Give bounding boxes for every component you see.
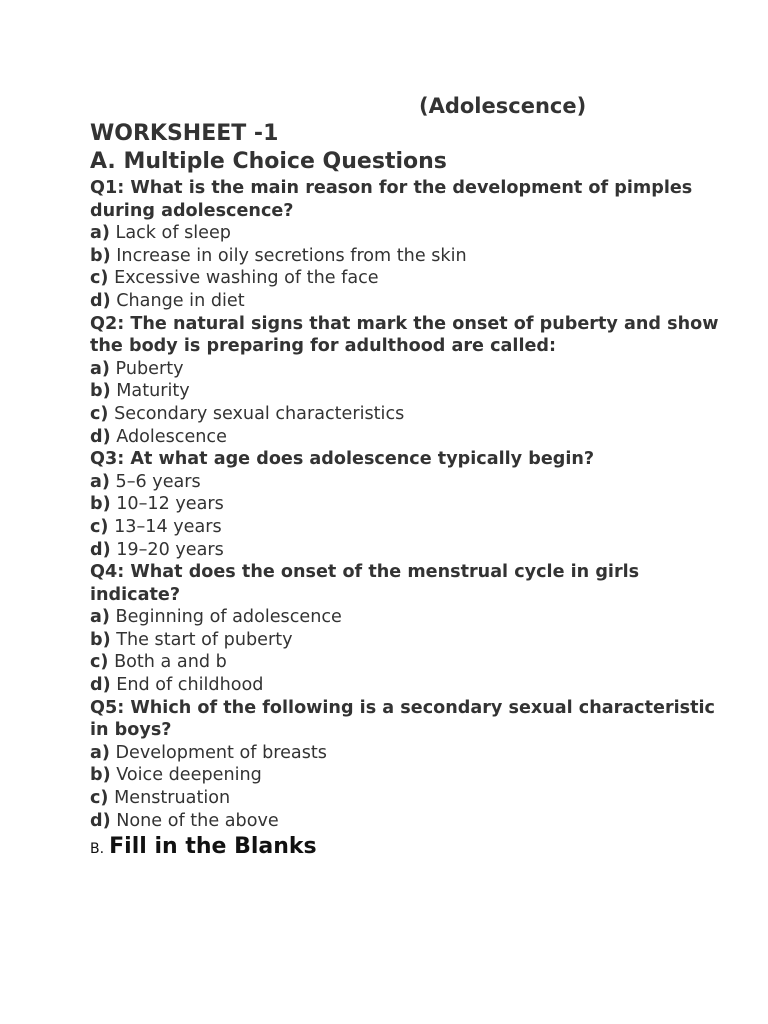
question-text: Q1: What is the main reason for the development of pimples during adolescence? [90,178,693,221]
question-list [90,177,730,832]
option-c [90,403,730,426]
option-b [90,493,730,516]
question-text: Q3: At what age does adolescence typically begin? [90,449,595,470]
option-b [90,764,730,787]
section-b-heading [90,833,730,863]
section-b-title: Fill in the Blanks [109,834,317,860]
option-a [90,742,730,765]
option-letter: d) [90,426,111,447]
option-letter: a) [90,358,110,379]
option-letter: d) [90,290,111,311]
option-text: Excessive washing of the face [108,268,379,289]
option-text: Lack of sleep [109,223,231,244]
option-text: Maturity [110,381,190,402]
option-c [90,787,730,810]
option-d [90,674,730,697]
option-a [90,471,730,494]
option-text: 10–12 years [110,494,224,515]
option-letter: b) [90,494,111,515]
option-d [90,426,730,449]
option-letter: b) [90,245,111,266]
option-a [90,358,730,381]
option-text: The start of puberty [110,629,293,650]
question-text: Q5: Which of the following is a secondary sexual characteristic in boys? [90,697,715,741]
option-letter: b) [90,765,111,786]
option-b [90,629,730,652]
option-letter: a) [90,223,110,244]
subject-heading: (Adolescence) [419,94,587,118]
option-letter: b) [90,629,111,650]
option-text: 19–20 years [110,539,224,560]
option-text: None of the above [110,810,279,831]
option-text: Voice deepening [110,765,262,786]
question-text: Q4: What does the onset of the menstrual cycle in girls indicate? [90,562,640,605]
option-c [90,267,730,290]
option-a [90,222,730,245]
option-letter: c) [90,788,109,809]
section-a-title: A. Multiple Choice Questions [90,149,447,174]
option-letter: c) [90,516,109,537]
question-block [90,313,730,449]
question-block [90,448,730,561]
option-letter: c) [90,652,109,673]
option-letter: d) [90,810,111,831]
option-text: Puberty [109,358,184,379]
option-text: Menstruation [108,788,231,809]
worksheet-page [90,92,730,863]
question-text: Q2: The natural signs that mark the onset of puberty and show the body is preparing for adulthood are called: [90,313,719,357]
option-text: 13–14 years [108,516,222,537]
option-b [90,245,730,268]
option-c [90,516,730,539]
option-d [90,290,730,313]
option-letter: b) [90,381,111,402]
option-text: Both a and b [108,652,227,673]
option-letter: a) [90,607,110,628]
option-d [90,810,730,833]
option-text: Change in diet [110,290,245,311]
section-b-prefix: B. [90,841,105,858]
option-letter: c) [90,403,109,424]
option-d [90,539,730,562]
option-text: Adolescence [110,426,227,447]
option-a [90,606,730,629]
option-c [90,651,730,674]
option-letter: a) [90,471,110,492]
option-text: End of childhood [110,675,264,696]
option-letter: a) [90,742,110,763]
option-text: Increase in oily secretions from the skin [110,245,467,266]
option-text: Beginning of adolescence [109,607,342,628]
question-block [90,561,730,697]
option-letter: c) [90,268,109,289]
option-b [90,380,730,403]
option-letter: d) [90,539,111,560]
option-letter: d) [90,675,111,696]
question-block [90,177,730,313]
question-block [90,697,730,833]
option-text: 5–6 years [109,471,201,492]
option-text: Development of breasts [109,742,327,763]
option-text: Secondary sexual characteristics [108,403,405,424]
worksheet-title: WORKSHEET -1 [90,121,279,146]
